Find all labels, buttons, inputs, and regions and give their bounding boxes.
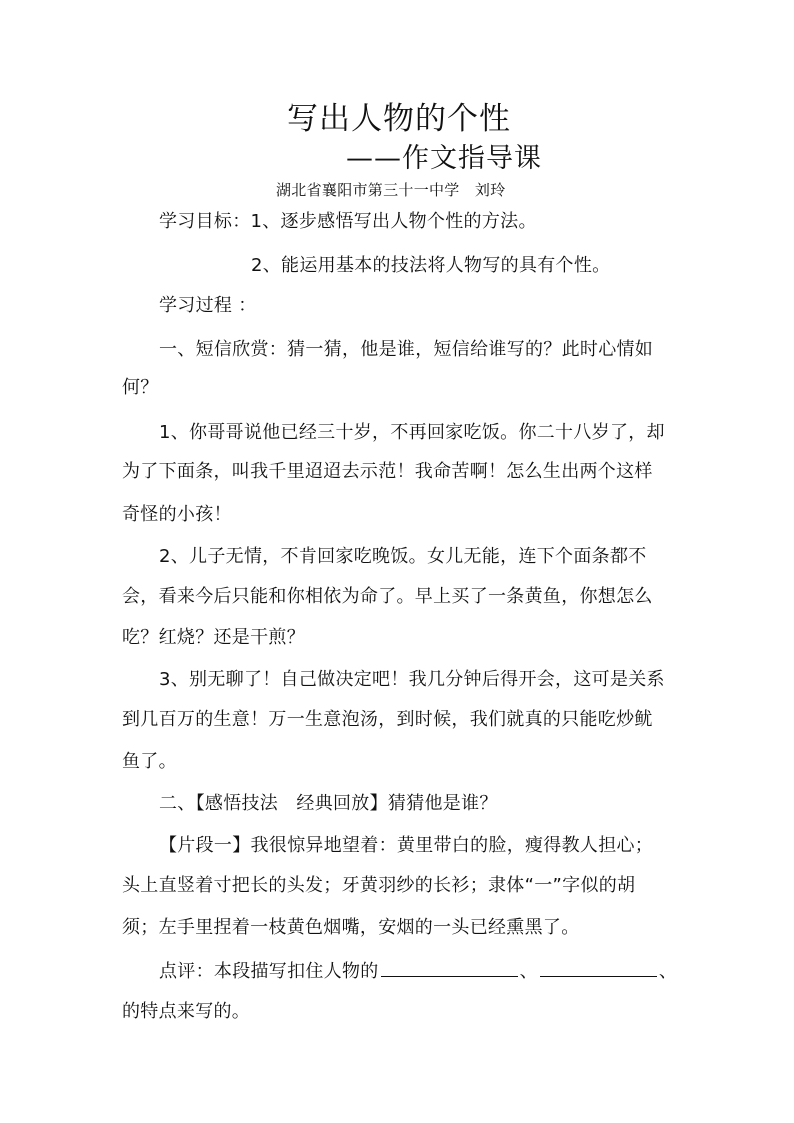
learning-goal-text-1: 1、逐步感悟写出人物个性的方法。 [250, 211, 537, 232]
section1-line1: 一、短信欣赏：猜一猜，他是谁，短信给谁写的？此时心情如 [159, 339, 654, 360]
message2-line3: 吃？红烧？还是干煎？ [122, 627, 305, 648]
fragment1-line1: 【片段一】我很惊异地望着：黄里带白的脸，瘦得教人担心； [159, 835, 654, 856]
message3-line3: 鱼了。 [122, 751, 177, 772]
message1-line2: 为了下面条，叫我千里迢迢去示范！我命苦啊！怎么生出两个这样 [122, 461, 653, 482]
author-line: 湖北省襄阳市第三十一中学 刘玲 [276, 181, 506, 199]
message1-line3: 奇怪的小孩！ [122, 504, 232, 525]
message2-line2: 会，看来今后只能和你相依为命了。早上买了一条黄鱼，你想怎么 [122, 586, 653, 607]
fragment1-line3: 须；左手里捏着一枝黄色烟嘴，安烟的一头已经熏黑了。 [122, 917, 580, 938]
section1-line2: 何？ [122, 377, 159, 398]
comment-blank-2[interactable] [540, 958, 657, 977]
comment-blank-1[interactable] [381, 958, 518, 977]
section2-heading: 二、【感悟技法 经典回放】猜猜他是谁？ [159, 793, 498, 814]
learning-goal-2: 2、能运用基本的技法将人物写的具有个性。 [251, 255, 611, 276]
comment-separator-2: 、 [658, 961, 678, 982]
process-heading: 学习过程 ： [159, 295, 257, 316]
fragment1-line2: 头上直竖着寸把长的头发；牙黄羽纱的长衫；隶体“一”字似的胡 [122, 875, 636, 896]
comment-line1 [159, 958, 677, 984]
message2-line1: 2、儿子无情，不肯回家吃晚饭。女儿无能，连下个面条都不 [159, 546, 647, 567]
comment-prefix: 点评：本段描写扣住人物的 [159, 961, 379, 982]
comment-line2: 的特点来写的。 [122, 1001, 251, 1022]
document-subtitle: ——作文指导课 [346, 143, 542, 174]
document-title: 写出人物的个性 [287, 101, 511, 137]
message3-line1: 3、别无聊了！自己做决定吧！我几分钟后得开会，这可是关系 [159, 669, 665, 690]
comment-separator-1: 、 [519, 961, 538, 982]
learning-goal-label: 学习目标： [159, 211, 251, 232]
message1-line1: 1、你哥哥说他已经三十岁，不再回家吃饭。你二十八岁了，却 [159, 422, 665, 443]
message3-line2: 到几百万的生意！万一生意泡汤，到时候，我们就真的只能吃炒鱿 [122, 709, 653, 730]
learning-goal-1 [159, 210, 537, 234]
